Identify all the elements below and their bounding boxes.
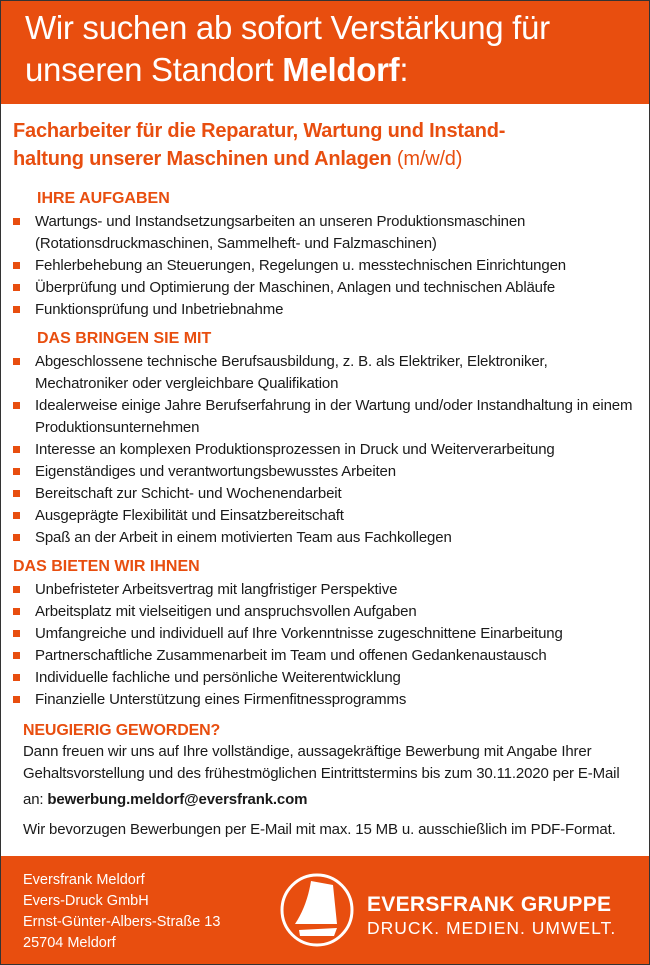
list-item: Ausgeprägte Flexibilität und Einsatzbereitschaft (13, 505, 638, 527)
list-item: Bereitschaft zur Schicht- und Wochenendarbeit (13, 483, 638, 505)
colon: : (399, 51, 409, 88)
header-banner (1, 1, 650, 104)
address-line: Ernst-Günter-Albers-Straße 13 (23, 914, 221, 930)
location: Meldorf (282, 51, 400, 88)
list-item: Abgeschlossene technische Berufsausbildung, z. B. als Elektriker, Elektroniker, Mechatroniker oder vergleichbare Qualifikation (13, 351, 638, 395)
section-heading: DAS BRINGEN SIE MIT (37, 330, 212, 347)
section-tasks (13, 189, 638, 321)
email-link[interactable]: bewerbung.meldorf@eversfrank.com (47, 791, 308, 808)
brand-name: EVERSFRANK GRUPPE (367, 893, 612, 916)
headline-line-2 (25, 49, 650, 91)
address (23, 870, 220, 954)
task-list (13, 211, 638, 321)
email-line (23, 789, 643, 811)
list-item: Wartungs- und Instandsetzungsarbeiten an unseren Produktionsmaschinen (Rotationsdruckmaschinen, Sammelheft- und Falzmaschinen) (13, 211, 638, 255)
brand-tagline: DRUCK. MEDIEN. UMWELT. (367, 918, 617, 938)
section-requirements (13, 329, 638, 549)
job-title-line-1: Facharbeiter für die Reparatur, Wartung und Instand- (13, 120, 506, 142)
contact-heading: NEUGIERIG GEWORDEN? (23, 722, 221, 739)
job-title-line-2 (13, 145, 643, 173)
headline-line-1: Wir suchen ab sofort Verstärkung für (25, 9, 550, 46)
list-item: Partnerschaftliche Zusammenarbeit im Team und offenen Gedankenaustausch (13, 645, 638, 667)
headline-text: unseren Standort (25, 51, 283, 88)
brand (367, 893, 616, 939)
list-item: Eigenständiges und verantwortungsbewusstes Arbeiten (13, 461, 638, 483)
section-heading: DAS BIETEN WIR IHNEN (13, 558, 200, 575)
job-title (13, 117, 643, 173)
list-item: Funktionsprüfung und Inbetriebnahme (13, 299, 638, 321)
address-line: Eversfrank Meldorf (23, 872, 145, 888)
list-item: Spaß an der Arbeit in einem motivierten Team aus Fachkollegen (13, 527, 638, 549)
list-item: Interesse an komplexen Produktionsprozessen in Druck und Weiterverarbeitung (13, 439, 638, 461)
gender-note: (m/w/d) (391, 148, 463, 170)
list-item: Umfangreiche und individuell auf Ihre Vorkenntnisse zugeschnittene Einarbeitung (13, 623, 638, 645)
list-item: Idealerweise einige Jahre Berufserfahrung in der Wartung und/oder Instandhaltung in einem Produktionsunternehmen (13, 395, 638, 439)
job-title-text: haltung unserer Maschinen und Anlagen (13, 148, 392, 170)
list-item: Fehlerbehebung an Steuerungen, Regelungen u. messtechnischen Einrichtungen (13, 255, 638, 277)
benefits-list (13, 579, 638, 711)
list-item: Überprüfung und Optimierung der Maschinen, Anlagen und technischen Abläufe (13, 277, 638, 299)
address-line: Evers-Druck GmbH (23, 893, 149, 909)
requirements-list (13, 351, 638, 549)
sailboat-logo-icon (279, 872, 355, 948)
list-item: Unbefristeter Arbeitsvertrag mit langfristiger Perspektive (13, 579, 638, 601)
address-line: 25704 Meldorf (23, 935, 116, 951)
contact-section (23, 721, 643, 841)
email-prefix: an: (23, 791, 48, 808)
list-item: Arbeitsplatz mit vielseitigen und anspruchsvollen Aufgaben (13, 601, 638, 623)
list-item: Individuelle fachliche und persönliche Weiterentwicklung (13, 667, 638, 689)
section-heading: IHRE AUFGABEN (37, 190, 170, 207)
footer (1, 856, 650, 965)
list-item: Finanzielle Unterstützung eines Firmenfitnessprogramms (13, 689, 638, 711)
contact-text: Dann freuen wir uns auf Ihre vollständige, aussagekräftige Bewerbung mit Angabe Ihrer Gehaltsvorstellung und des frühestmöglichen Eintrittstermins bis zum 30.11.2020 per E-Mail (23, 743, 620, 782)
section-benefits (13, 557, 638, 711)
format-note: Wir bevorzugen Bewerbungen per E-Mail mit max. 15 MB u. ausschießlich im PDF-Format. (23, 821, 616, 838)
